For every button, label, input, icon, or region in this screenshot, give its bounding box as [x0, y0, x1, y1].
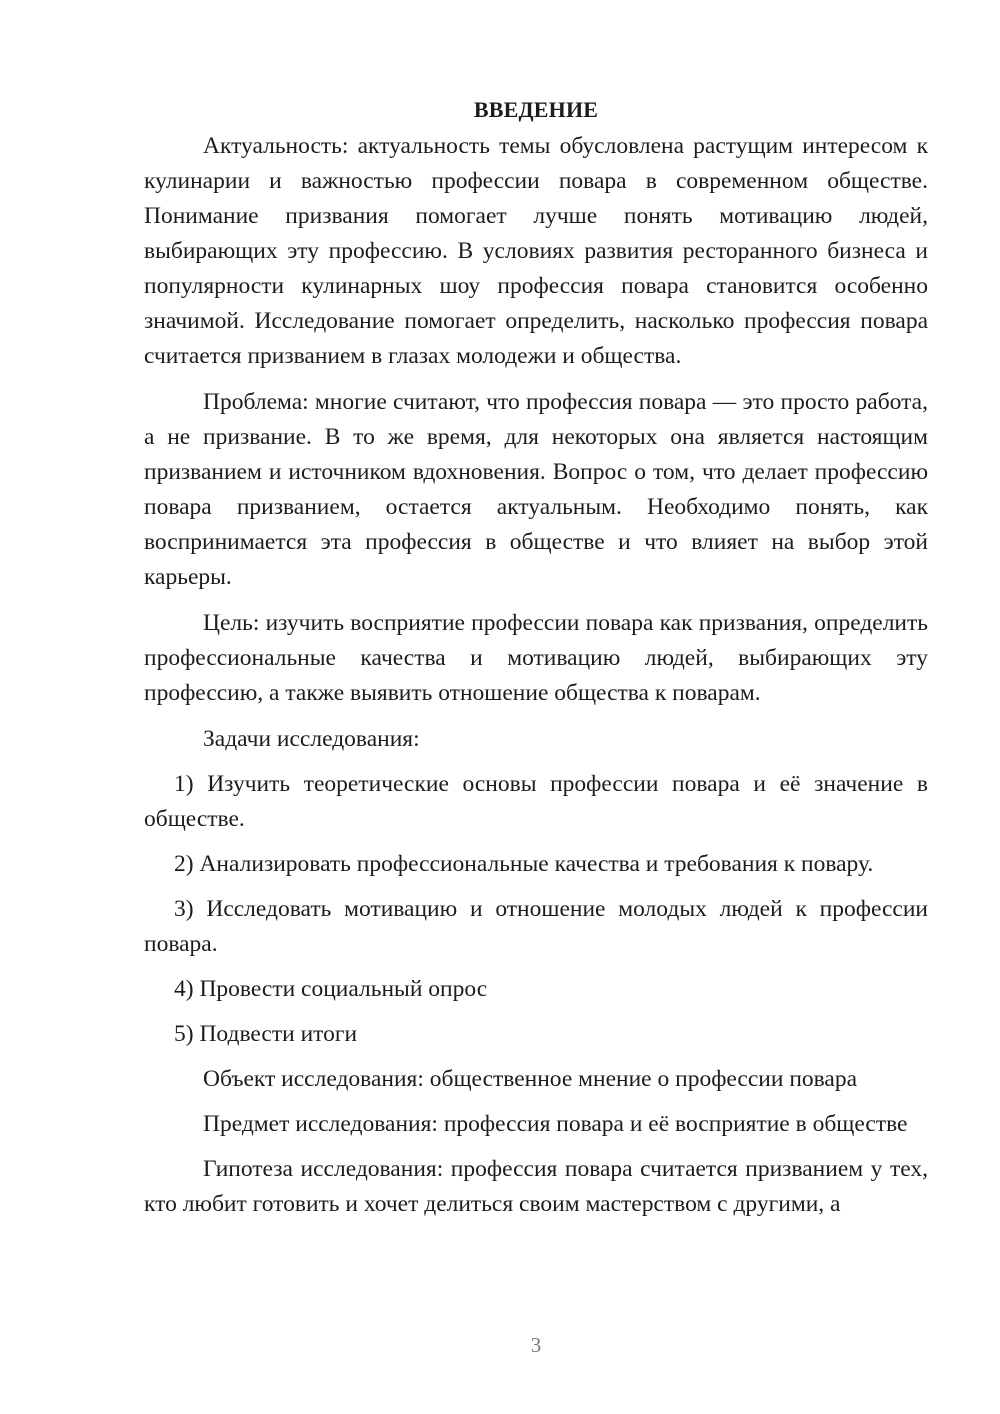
tasks-list [144, 767, 928, 1052]
section-title: ВВЕДЕНИЕ [473, 97, 599, 122]
tasks-heading: Задачи исследования: [203, 726, 420, 752]
hypothesis-paragraph: Гипотеза исследования: профессия повара считается призванием у тех, кто любит готовить и хочет делиться своим мастерством с другими, а [144, 1156, 928, 1217]
document-body [144, 92, 928, 1222]
task-item: 2) Анализировать профессиональные качества и требования к повару. [174, 851, 874, 877]
task-item: 3) Исследовать мотивацию и отношение молодых людей к профессии повара. [144, 896, 928, 957]
page-number: 3 [530, 1333, 542, 1357]
task-item: 5) Подвести итоги [174, 1021, 358, 1047]
problem-paragraph: Проблема: многие считают, что профессия повара — это просто работа, а не призвание. В то же время, для некоторых она является настоящим призванием и источником вдохновения. Вопрос о том, что делает профессию повара призванием, остается актуальным. Необходимо понять, как воспринимается эта профессия в обществе и что влияет на выбор этой карьеры. [144, 389, 928, 590]
subject-paragraph: Предмет исследования: профессия повара и её восприятие в обществе [203, 1111, 908, 1137]
relevance-paragraph: Актуальность: актуальность темы обусловлена растущим интересом к кулинарии и важностью профессии повара в современном обществе. Понимание призвания помогает лучше понять мотивацию людей, выбирающих эту профессию. В условиях развития ресторанного бизнеса и популярности кулинарных шоу профессия повара становится особенно значимой. Исследование помогает определить, насколько профессия повара считается призванием в глазах молодежи и общества. [144, 133, 928, 369]
object-paragraph: Объект исследования: общественное мнение о профессии повара [203, 1066, 858, 1092]
task-item: 4) Провести социальный опрос [174, 976, 488, 1002]
goal-paragraph: Цель: изучить восприятие профессии повара как призвания, определить профессиональные качества и мотивацию людей, выбирающих эту профессию, а также выявить отношение общества к поварам. [144, 610, 928, 706]
task-item: 1) Изучить теоретические основы профессии повара и её значение в обществе. [144, 771, 928, 832]
